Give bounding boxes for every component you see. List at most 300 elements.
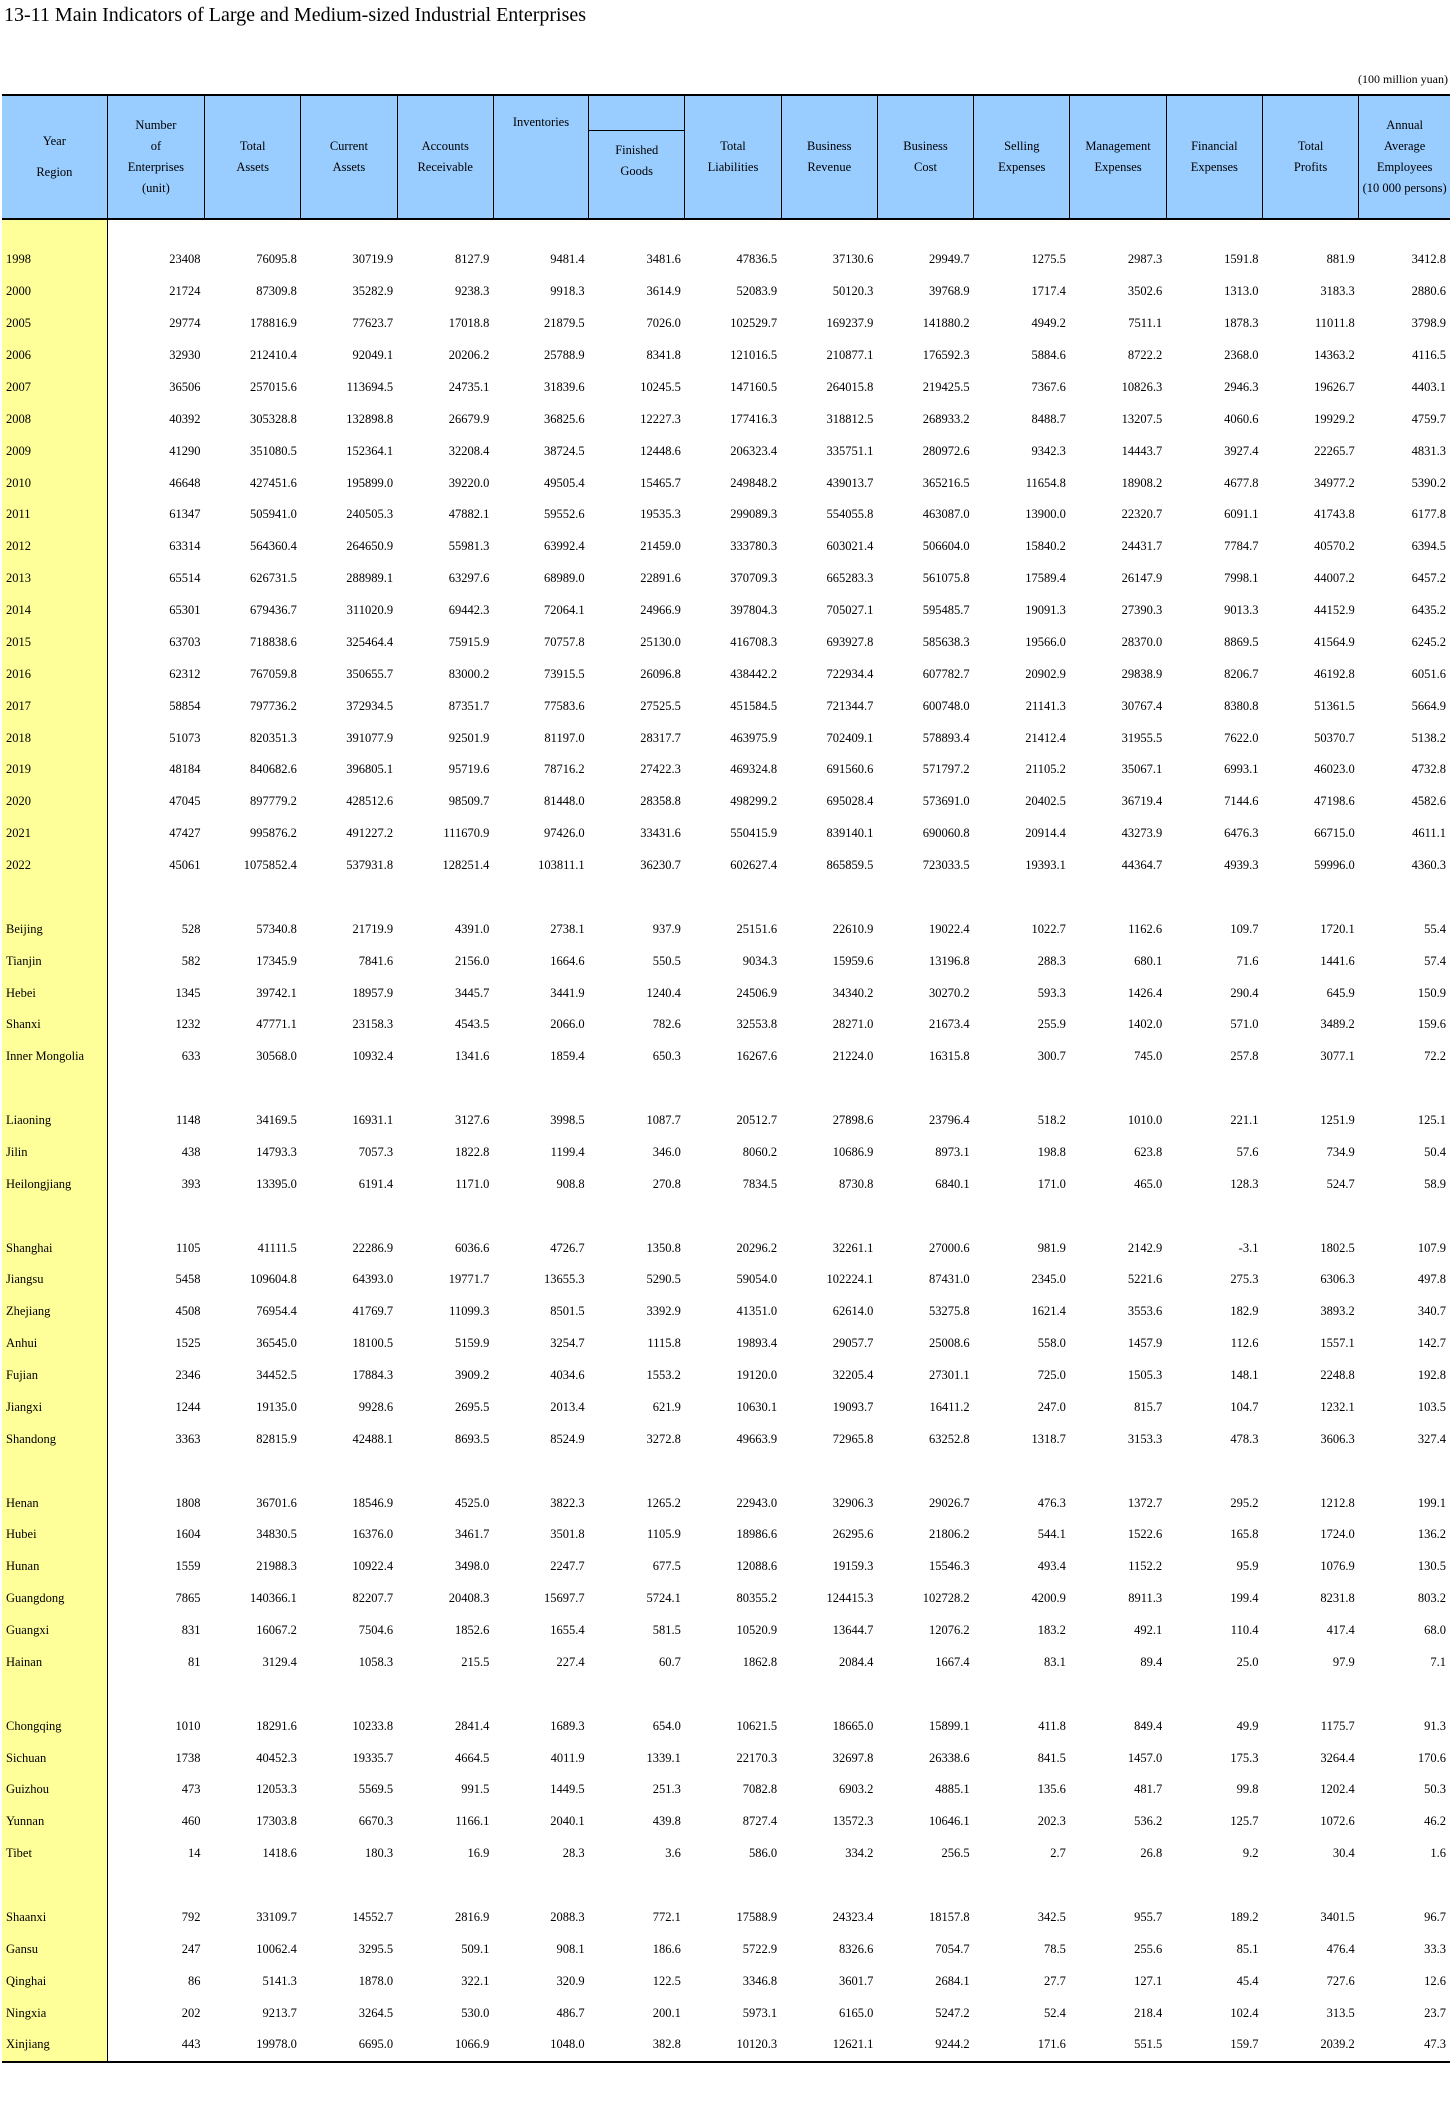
table-cell: 82207.7 [352,1591,394,1606]
table-cell: 346.0 [652,1144,681,1159]
table-cell: 280972.6 [922,443,970,458]
table-cell: 2738.1 [550,921,585,936]
table-cell: 8231.8 [1320,1591,1355,1606]
table-cell: 25130.0 [640,634,681,649]
unit-note: (100 million yuan) [1358,72,1448,86]
row-label: Guangdong [2,1583,107,1615]
table-cell: 13655.3 [543,1272,585,1287]
table-cell: 1689.3 [550,1718,585,1733]
table-cell: 554055.8 [826,507,874,522]
table-cell: 27390.3 [1121,603,1163,618]
table-cell: 128.3 [1230,1176,1259,1191]
table-cell: 247 [181,1941,201,1956]
table-cell: 498299.2 [730,794,778,809]
table-cell: 202 [181,2005,201,2020]
table-cell: 290.4 [1230,985,1259,1000]
table-cell: 1591.8 [1224,252,1259,267]
table-cell: 186.6 [652,1941,681,1956]
table-cell: 21673.4 [929,1017,970,1032]
table-cell: 4664.5 [454,1750,490,1765]
table-row [2,340,1450,372]
table-cell: 1087.7 [646,1113,681,1128]
table-cell: 299089.3 [730,507,778,522]
table-cell: 275.3 [1230,1272,1259,1287]
table-cell: 15465.7 [640,475,681,490]
table-cell: 22943.0 [736,1495,778,1510]
table-cell: 10120.3 [685,2029,781,2062]
table-cell: 767059.8 [249,666,297,681]
table-cell: 3183.3 [1320,284,1355,299]
row-label: Inner Mongolia [2,1041,107,1073]
table-cell: 1522.6 [1127,1527,1163,1542]
table-cell: 3441.9 [550,985,585,1000]
table-cell: 530.0 [461,2005,490,2020]
table-cell: 3445.7 [454,985,490,1000]
table-cell: 89.4 [1140,1654,1163,1669]
table-cell: 127.1 [1134,1973,1163,1988]
table-cell: 150.9 [1417,985,1446,1000]
table-cell: 725.0 [1037,1368,1066,1383]
row-label: Yunnan [2,1806,107,1838]
table-cell: 41351.0 [736,1304,778,1319]
table-cell: 7057.3 [358,1144,394,1159]
table-cell: 365216.5 [922,475,970,490]
table-cell: 12053.3 [256,1782,297,1797]
header-col-2 [301,95,397,219]
table-cell: 497.8 [1417,1272,1446,1287]
table-cell: 603021.4 [826,539,874,554]
table-cell: 6840.1 [935,1176,970,1191]
header-text: of [150,139,162,153]
header-text: Current [329,139,369,153]
row-label: 2017 [2,690,107,722]
row-label: Tibet [2,1838,107,1870]
table-row [2,1264,1450,1296]
table-cell: 1171.0 [455,1176,490,1191]
table-cell: 722934.4 [826,666,874,681]
table-cell: 78716.2 [543,762,585,777]
table-cell: 16411.2 [929,1399,970,1414]
table-cell: 69442.3 [448,603,490,618]
table-cell: 14793.3 [256,1144,297,1159]
table-cell: 6191.4 [358,1176,394,1191]
header-text: (unit) [142,181,170,195]
table-row [2,1168,1450,1200]
row-label: 2009 [2,435,107,467]
table-cell: 1557.1 [1320,1336,1355,1351]
table-cell: 180.3 [364,1846,394,1861]
table-cell: 5569.5 [358,1782,394,1797]
header-col-5 [589,95,685,219]
table-cell: 1350.8 [646,1240,681,1255]
table-cell: 8730.8 [839,1176,874,1191]
table-cell: 5458 [175,1272,201,1287]
table-cell: 63297.6 [448,571,490,586]
table-cell: 10062.4 [256,1941,297,1956]
table-cell: 6670.3 [358,1814,394,1829]
table-cell: 19093.7 [832,1399,874,1414]
table-cell: 393 [181,1176,201,1191]
row-label: Zhejiang [2,1296,107,1328]
table-cell: 136.2 [1417,1527,1446,1542]
header-text: Cost [914,160,937,174]
table-cell: 7834.5 [742,1176,778,1191]
table-cell: 58.9 [1424,1176,1446,1191]
table-cell: 2695.5 [454,1399,490,1414]
table-cell: 72064.1 [543,603,585,618]
table-cell: 87351.7 [448,698,490,713]
table-cell: 19771.7 [448,1272,490,1287]
table-cell: 1175.7 [1320,1718,1355,1733]
table-cell: 23158.3 [352,1017,394,1032]
table-cell: 63314 [169,539,201,554]
table-cell: 465.0 [1134,1176,1163,1191]
table-row [2,435,1450,467]
header-text: Finished [615,142,659,157]
table-cell: 849.4 [1134,1718,1163,1733]
table-cell: 169237.9 [826,316,874,331]
header-col-6 [685,95,781,219]
table-cell: 45061 [169,858,201,873]
table-cell: 476.4 [1326,1941,1355,1956]
table-cell: 734.9 [1326,1144,1355,1159]
table-cell: 1878.3 [1224,316,1259,331]
table-cell: 21724 [169,284,201,299]
table-cell: 34169.5 [256,1113,297,1128]
table-cell: 52.4 [1044,2005,1066,2020]
table-cell: 1199.4 [550,1144,585,1159]
table-cell: 469324.8 [730,762,778,777]
table-cell: 1525 [175,1336,201,1351]
table-cell: 313.5 [1326,2005,1355,2020]
table-cell: 5724.1 [646,1591,681,1606]
row-label: Shaanxi [2,1902,107,1934]
table-cell: 57.4 [1424,953,1446,968]
table-cell: 80355.2 [736,1591,778,1606]
table-cell: 351080.5 [249,443,297,458]
table-row [2,467,1450,499]
table-row [2,1328,1450,1360]
table-row [2,1615,1450,1647]
table-row [2,1774,1450,1806]
table-cell: 92501.9 [448,730,490,745]
table-cell: 33109.7 [256,1909,297,1924]
table-cell: 12.6 [1424,1973,1446,1988]
table-cell: 476.3 [1037,1495,1066,1510]
table-cell: 14552.7 [352,1909,394,1924]
table-cell: 33431.6 [640,826,681,841]
header-col-9 [974,95,1070,219]
table-cell: 340.7 [1417,1304,1446,1319]
table-cell: 6394.5 [1411,539,1446,554]
table-cell: 16376.0 [352,1527,394,1542]
table-cell: 300.7 [1037,1049,1066,1064]
table-cell: 42488.1 [352,1431,394,1446]
table-cell: 2066.0 [550,1017,585,1032]
table-cell: 19393.1 [1025,858,1066,873]
table-row [2,1487,1450,1519]
table-cell: 6435.2 [1411,603,1446,618]
table-cell: 46023.0 [1314,762,1355,777]
table-cell: 26.8 [1140,1846,1163,1861]
table-cell: 6036.6 [454,1240,490,1255]
table-cell: 35282.9 [352,284,394,299]
table-cell: 177416.3 [730,411,778,426]
table-cell: 7504.6 [358,1623,394,1638]
table-cell: 171.6 [974,2029,1070,2062]
table-cell: 152364.1 [346,443,394,458]
table-cell: 695028.4 [826,794,874,809]
table-cell: 288.3 [1037,953,1066,968]
table-cell: 1010 [175,1718,201,1733]
table-cell: 219425.5 [922,379,970,394]
table-cell: 19135.0 [256,1399,297,1414]
row-label: 2012 [2,531,107,563]
header-text: Enterprises [127,160,185,174]
table-cell: 1232.1 [1320,1399,1355,1414]
table-cell: 1852.6 [454,1623,490,1638]
table-cell: 97426.0 [543,826,585,841]
table-cell: 27301.1 [929,1368,970,1383]
table-cell: 65514 [169,571,201,586]
table-cell: 1244 [175,1399,201,1414]
table-cell: 49663.9 [736,1431,778,1446]
table-cell: 815.7 [1134,1399,1163,1414]
row-label: 2008 [2,403,107,435]
table-cell: 26679.9 [448,411,490,426]
table-cell: 28370.0 [1121,634,1163,649]
table-cell: 30568.0 [256,1049,297,1064]
table-cell: 53275.8 [929,1304,970,1319]
header-year-region [2,95,107,219]
row-label: Gansu [2,1933,107,1965]
table-cell: 215.5 [461,1654,490,1669]
table-cell: 61347 [169,507,201,522]
table-cell: 17345.9 [256,953,297,968]
row-label: 2022 [2,850,107,882]
table-cell: 3127.6 [454,1113,490,1128]
table-cell: 64393.0 [352,1272,394,1287]
table-cell: 26147.9 [1121,571,1163,586]
table-cell: 3153.3 [1127,1431,1163,1446]
header-col-13 [1359,95,1450,219]
table-cell: 6306.3 [1320,1272,1355,1287]
table-cell: 21719.9 [352,921,394,936]
table-cell: 19893.4 [736,1336,778,1351]
table-cell: 1457.0 [1127,1750,1163,1765]
table-cell: 350655.7 [346,666,394,681]
header-col-4 [493,95,588,219]
header-text: Year [42,134,66,148]
table-cell: 99.8 [1236,1782,1259,1797]
table-cell: 33.3 [1424,1941,1446,1956]
table-cell: 327.4 [1417,1431,1446,1446]
table-cell: 3927.4 [1224,443,1259,458]
table-row [2,945,1450,977]
table-row [2,1009,1450,1041]
table-cell: 47427 [169,826,201,841]
row-label: 2015 [2,627,107,659]
table-cell: 140366.1 [249,1591,297,1606]
table-cell: 36545.0 [256,1336,297,1351]
table-cell: 7841.6 [358,953,394,968]
table-cell: 334.2 [845,1846,874,1861]
table-cell: 159.6 [1417,1017,1446,1032]
table-cell: 4582.6 [1411,794,1446,809]
table-cell: 255.6 [1134,1941,1163,1956]
table-cell: 34977.2 [1314,475,1355,490]
table-cell: 3254.7 [550,1336,585,1351]
table-cell: 18100.5 [352,1336,394,1351]
table-cell: 9013.3 [1224,603,1259,618]
row-label: 2018 [2,722,107,754]
table-cell: 1808 [175,1495,201,1510]
table-cell: 443 [107,2029,204,2062]
table-cell: 27898.6 [832,1113,874,1128]
header-text: Liabilities [707,160,759,174]
spacer-row [2,1073,1450,1105]
table-row [2,722,1450,754]
table-cell: 372934.5 [346,698,394,713]
table-cell: 10621.5 [736,1718,778,1733]
header-text: Profits [1293,160,1328,174]
table-cell: 723033.5 [922,858,970,873]
table-cell: 47882.1 [448,507,490,522]
table-cell: 24966.9 [640,603,681,618]
table-cell: 36230.7 [640,858,681,873]
table-cell: 702409.1 [826,730,874,745]
table-cell: 650.3 [652,1049,681,1064]
header-text: Inventories [512,115,570,129]
table-cell: 955.7 [1134,1909,1163,1924]
table-cell: 4759.7 [1411,411,1446,426]
table-cell: 12448.6 [640,443,681,458]
header-text: Assets [236,160,269,174]
table-cell: 81 [188,1654,201,1669]
table-cell: 463975.9 [730,730,778,745]
table-cell: 1418.6 [262,1846,297,1861]
table-cell: 21105.2 [1025,762,1066,777]
table-cell: 558.0 [1037,1336,1066,1351]
table-cell: 87431.0 [929,1272,970,1287]
table-row [2,531,1450,563]
table-cell: 1265.2 [646,1495,681,1510]
header-text: Total [1297,139,1324,153]
header-text: Expenses [1094,160,1142,174]
table-cell: 68989.0 [543,571,585,586]
table-cell: 22170.3 [736,1750,778,1765]
table-cell: 36719.4 [1121,794,1163,809]
table-cell: 7144.6 [1224,794,1259,809]
table-cell: 29838.9 [1121,666,1163,681]
table-cell: 1105.9 [646,1527,681,1542]
table-cell: 10826.3 [1121,379,1163,394]
table-cell: 13196.8 [929,953,970,968]
table-cell: 40392 [169,411,201,426]
table-cell: 218.4 [1134,2005,1163,2020]
table-cell: 44007.2 [1314,571,1355,586]
table-cell: 995876.2 [249,826,297,841]
row-label: Tianjin [2,945,107,977]
table-cell: 256.5 [941,1846,970,1861]
table-cell: 1105 [176,1240,201,1255]
table-cell: 1802.5 [1320,1240,1355,1255]
table-cell: 41564.9 [1314,634,1355,649]
header-text: Average [1383,139,1426,153]
table-cell: 491227.2 [346,826,394,841]
spacer-row [2,1200,1450,1232]
table-cell: 20902.9 [1025,666,1066,681]
table-cell: 1115.8 [647,1336,681,1351]
table-cell: 34340.2 [832,985,874,1000]
table-cell: 20206.2 [448,348,490,363]
table-cell: 96.7 [1424,1909,1446,1924]
table-row [2,403,1450,435]
table-cell: 7367.6 [1031,379,1066,394]
table-cell: 9918.3 [550,284,585,299]
table-cell: 247.0 [1037,1399,1066,1414]
row-label: Jiangxi [2,1392,107,1424]
table-cell: 705027.1 [826,603,874,618]
table-cell: 1372.7 [1127,1495,1163,1510]
table-cell: 1738 [175,1750,201,1765]
table-cell: 30719.9 [352,252,394,267]
table-cell: 1313.0 [1224,284,1259,299]
table-cell: 82815.9 [256,1431,297,1446]
table-cell: 981.9 [1037,1240,1066,1255]
table-cell: 1559 [175,1559,201,1574]
table-cell: 182.9 [1230,1304,1259,1319]
table-cell: 645.9 [1326,985,1355,1000]
header-col-11 [1166,95,1262,219]
header-text: Accounts [421,139,469,153]
table-cell: 3363 [175,1431,201,1446]
table-cell: 1426.4 [1127,985,1163,1000]
spacer-row [2,1455,1450,1487]
table-cell: 3346.8 [742,1973,778,1988]
table-cell: 16315.8 [929,1049,970,1064]
table-cell: 908.8 [556,1176,585,1191]
table-cell: 840682.6 [249,762,297,777]
table-cell: 45.4 [1236,1973,1259,1988]
table-cell: 83.1 [1044,1654,1066,1669]
table-cell: 4543.5 [454,1017,490,1032]
table-cell: 35067.1 [1121,762,1163,777]
table-cell: 16267.6 [736,1049,778,1064]
table-row [2,244,1450,276]
table-cell: 3.6 [665,1846,681,1861]
table-cell: 571.0 [1230,1017,1259,1032]
table-cell: 264015.8 [826,379,874,394]
header-col-0 [107,95,204,219]
table-row [2,658,1450,690]
row-label: Hunan [2,1551,107,1583]
table-row [2,1997,1450,2029]
table-cell: 1152.2 [1128,1559,1163,1574]
table-cell: 1232 [175,1017,201,1032]
table-cell: 325464.4 [346,634,394,649]
table-cell: 25008.6 [929,1336,970,1351]
header-col-12 [1262,95,1358,219]
table-cell: 198.8 [1037,1144,1066,1159]
table-cell: 103.5 [1417,1399,1446,1414]
table-cell: 6165.0 [839,2005,874,2020]
table-cell: 9213.7 [262,2005,297,2020]
table-cell: 417.4 [1326,1623,1355,1638]
table-cell: 72.2 [1424,1049,1446,1064]
table-cell: 77623.7 [352,316,394,331]
table-cell: 27000.6 [929,1240,970,1255]
